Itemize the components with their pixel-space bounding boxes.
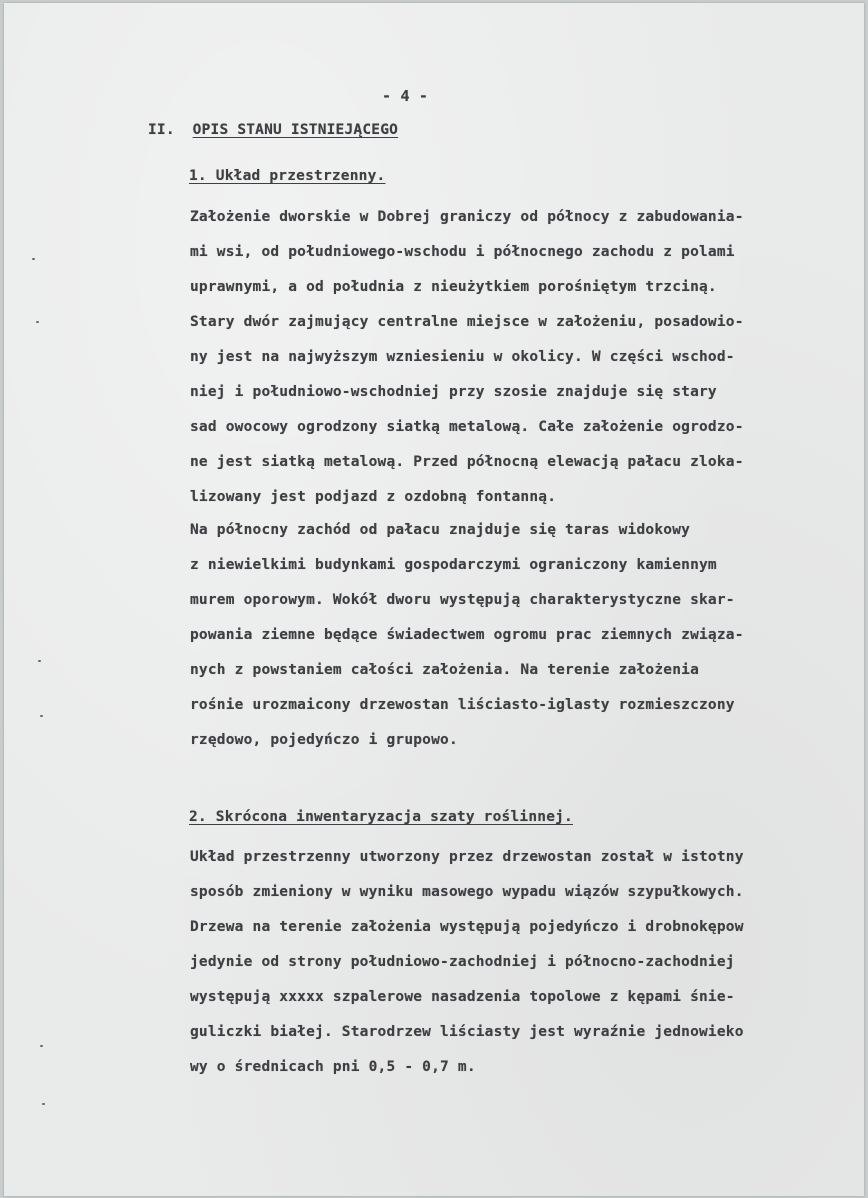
margin-dot xyxy=(40,1045,43,1047)
section-title xyxy=(148,122,398,138)
paragraph-line: Układ przestrzenny utworzony przez drzewostan został w istotny xyxy=(190,849,744,865)
margin-dot xyxy=(38,660,41,662)
paragraph-line: uprawnymi, a od południa z nieużytkiem porośniętym trzciną. xyxy=(190,279,717,295)
paragraph-line: murem oporowym. Wokół dworu występują charakterystyczne skar- xyxy=(190,592,735,608)
margin-dot xyxy=(42,1103,45,1105)
paragraph-line: rośnie urozmaicony drzewostan liściasto-iglasty rozmieszczony xyxy=(190,697,735,713)
paragraph-line: Drzewa na terenie założenia występują pojedyńczo i drobnokępow xyxy=(190,919,744,935)
paragraph-line: ny jest na najwyższym wzniesieniu w okolicy. W części wschod- xyxy=(190,349,735,365)
paragraph-line: z niewielkimi budynkami gospodarczymi ograniczony kamiennym xyxy=(190,557,717,573)
document-page xyxy=(4,3,864,1196)
margin-dot xyxy=(32,258,35,260)
paragraph-line: powania ziemne będące świadectwem ogromu prac ziemnych związa- xyxy=(190,627,744,643)
page-number: - 4 - xyxy=(382,87,429,105)
subsection-heading-1: 1. Układ przestrzenny. xyxy=(189,168,386,184)
paragraph-line: niej i południowo-wschodniej przy szosie znajduje się stary xyxy=(190,384,717,400)
paragraph-line: Na północny zachód od pałacu znajduje się taras widokowy xyxy=(190,522,691,538)
section-title-text: OPIS STANU ISTNIEJĄCEGO xyxy=(192,122,399,138)
paragraph-line: wy o średnicach pni 0,5 - 0,7 m. xyxy=(190,1059,476,1075)
paragraph-line: sposób zmieniony w wyniku masowego wypadu wiązów szypułkowych. xyxy=(190,884,744,900)
paragraph-line: Stary dwór zajmujący centralne miejsce w założeniu, posadowio- xyxy=(190,314,744,330)
paragraph-line: nych z powstaniem całości założenia. Na terenie założenia xyxy=(190,662,699,678)
margin-dot xyxy=(40,715,43,717)
paragraph-line: guliczki białej. Starodrzew liściasty jest wyraźnie jednowieko xyxy=(190,1024,744,1040)
subsection-heading-2: 2. Skrócona inwentaryzacja szaty roślinnej. xyxy=(189,809,573,825)
paragraph-line: Założenie dworskie w Dobrej graniczy od północy z zabudowania- xyxy=(190,209,744,225)
section-roman-numeral: II. xyxy=(148,122,175,138)
paragraph-line: występują xxxxx szpalerowe nasadzenia topolowe z kępami śnie- xyxy=(190,989,735,1005)
margin-dot xyxy=(36,321,39,323)
paragraph-line: ne jest siatką metalową. Przed północną elewacją pałacu zloka- xyxy=(190,454,744,470)
paragraph-line: lizowany jest podjazd z ozdobną fontanną. xyxy=(190,489,557,505)
paragraph-line: mi wsi, od południowego-wschodu i północnego zachodu z polami xyxy=(190,244,735,260)
paragraph-line: sad owocowy ogrodzony siatką metalową. Całe założenie ogrodzo- xyxy=(190,419,744,435)
paragraph-line: rzędowo, pojedyńczo i grupowo. xyxy=(190,732,458,748)
paragraph-line: jedynie od strony południowo-zachodniej i północno-zachodniej xyxy=(190,954,735,970)
